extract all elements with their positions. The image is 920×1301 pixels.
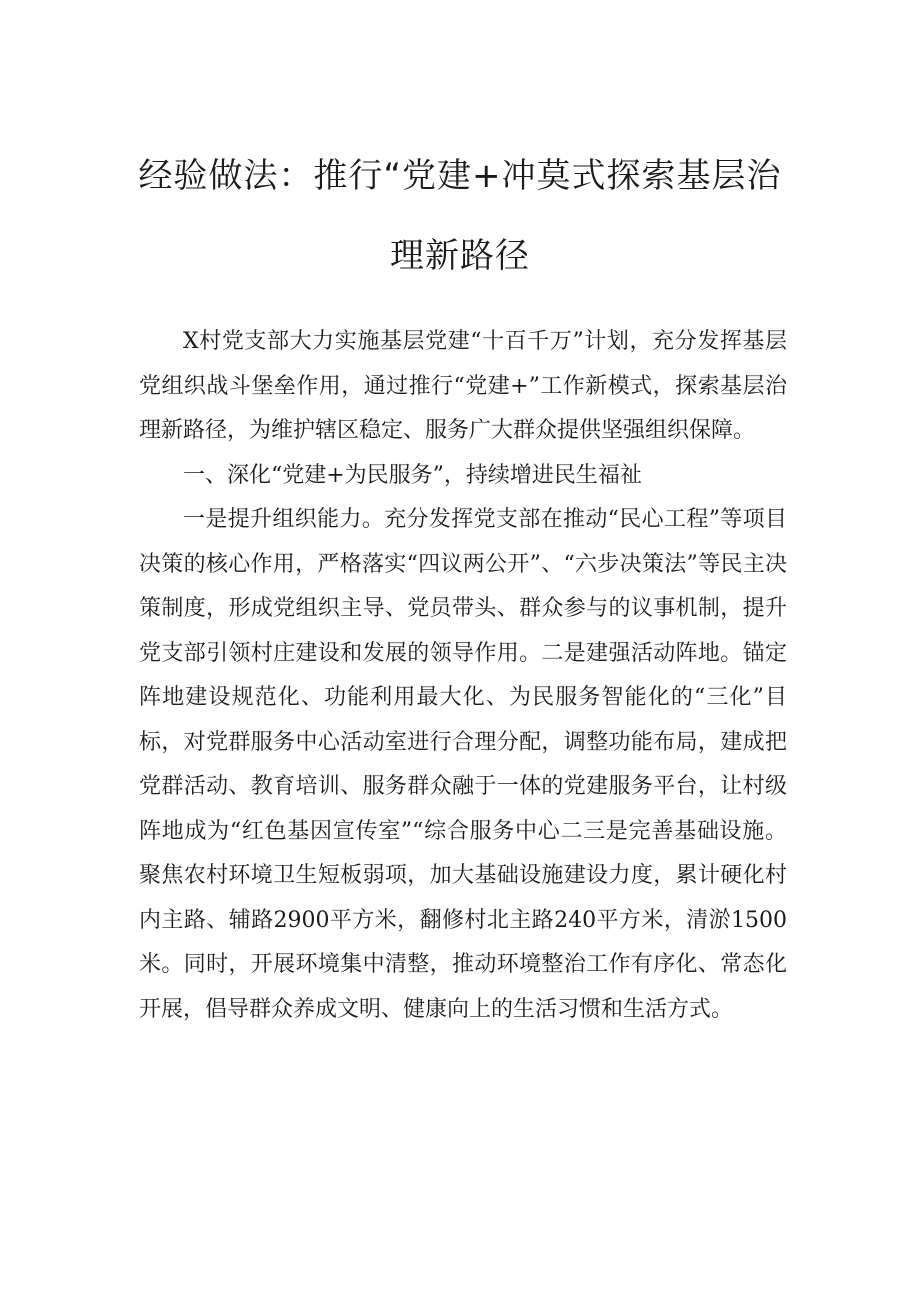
intro-paragraph: X村党支部大力实施基层党建“十百千万”计划，充分发挥基层党组织战斗堡垒作用，通过推行“党建+”工作新模式，探索基层治理新路径，为维护辖区稳定、服务广大群众提供坚强组织保障。 <box>139 329 787 443</box>
document-body <box>139 320 787 1032</box>
document-title-line-1: 经验做法：推行“党建+冲莫式探索基层治 <box>138 156 782 196</box>
section-heading: 一、深化“党建+为民服务”，持续增进民生福祉 <box>183 462 642 488</box>
document-title-line-2: 理新路径 <box>390 236 530 276</box>
body-paragraph: 一是提升组织能力。充分发挥党支部在推动“民心工程”等项目决策的核心作用，严格落实“四议两公开”、“六步决策法”等民主决策制度，形成党组织主导、党员带头、群众参与的议事机制，提升党支部引领村庄建设和发展的领导作用。二是建强活动阵地。锚定阵地建设规范化、功能利用最大化、为民服务智能化的“三化”目标，对党群服务中心活动室进行合理分配，调整功能布局，建成把党群活动、教育培训、服务群众融于一体的党建服务平台，让村级阵地成为“红色基因宣传室”“综合服务中心二三是完善基础设施。聚焦农村环境卫生短板弱项，加大基础设施建设力度，累计硬化村内主路、辅路2900平方米，翻修村北主路240平方米，清淤1500米。同时，开展环境集中清整，推动环境整治工作有序化、常态化开展，倡导群众养成文明、健康向上的生活习惯和生活方式。 <box>139 507 787 1022</box>
